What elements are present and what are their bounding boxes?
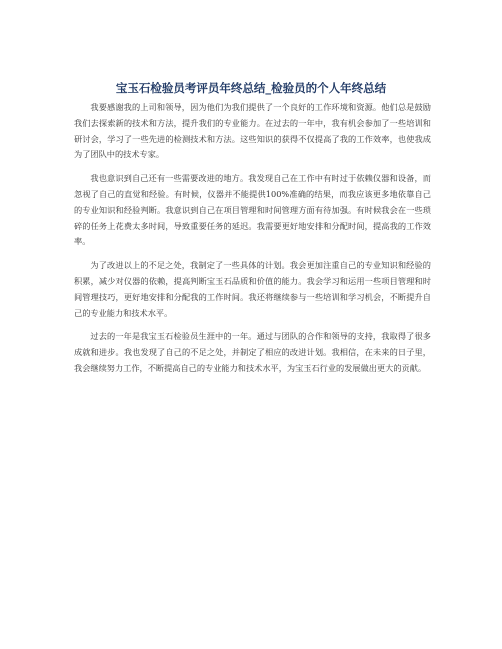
document-title: 宝玉石检验员考评员年终总结_检验员的个人年终总结 (115, 81, 387, 95)
paragraph-shortcomings: 我也意识到自己还有一些需要改进的地方。我发现自己在工作中有时过于依赖仪器和设备，而忽视了自己的直觉和经验。有时候，仪器并不能提供100%准确的结果，而我应该更多地依靠自己的专业知识和经验判断。我意识到自己在项目管理和时间管理方面有待加强。有时候我会在一些琐碎的任务上花费太多时间，导致重要任务的延迟。我需要更好地安排和分配时间，提高我的工作效率。 (74, 173, 431, 247)
document-body (74, 100, 431, 385)
paragraph-gratitude: 我要感谢我的上司和领导，因为他们为我们提供了一个良好的工作环境和资源。他们总是鼓励我们去探索新的技术和方法，提升我们的专业能力。在过去的一年中，我有机会参加了一些培训和研讨会，学习了一些先进的检测技术和方法。这些知识的获得不仅提高了我的工作效率，也使我成为了团队中的技术专家。 (74, 102, 431, 160)
paragraph-improvement-plan: 为了改进以上的不足之处，我制定了一些具体的计划。我会更加注重自己的专业知识和经验的积累，减少对仪器的依赖，提高判断宝玉石品质和价值的能力。我会学习和运用一些项目管理和时间管理技巧，更好地安排和分配我的工作时间。我还将继续参与一些培训和学习机会，不断提升自己的专业能力和技术水平。 (74, 260, 431, 318)
paragraph-conclusion: 过去的一年是我宝玉石检验员生涯中的一年。通过与团队的合作和领导的支持，我取得了很多成就和进步。我也发现了自己的不足之处，并制定了相应的改进计划。我相信，在未来的日子里，我会继续努力工作，不断提高自己的专业能力和技术水平，为宝玉石行业的发展做出更大的贡献。 (74, 331, 431, 373)
